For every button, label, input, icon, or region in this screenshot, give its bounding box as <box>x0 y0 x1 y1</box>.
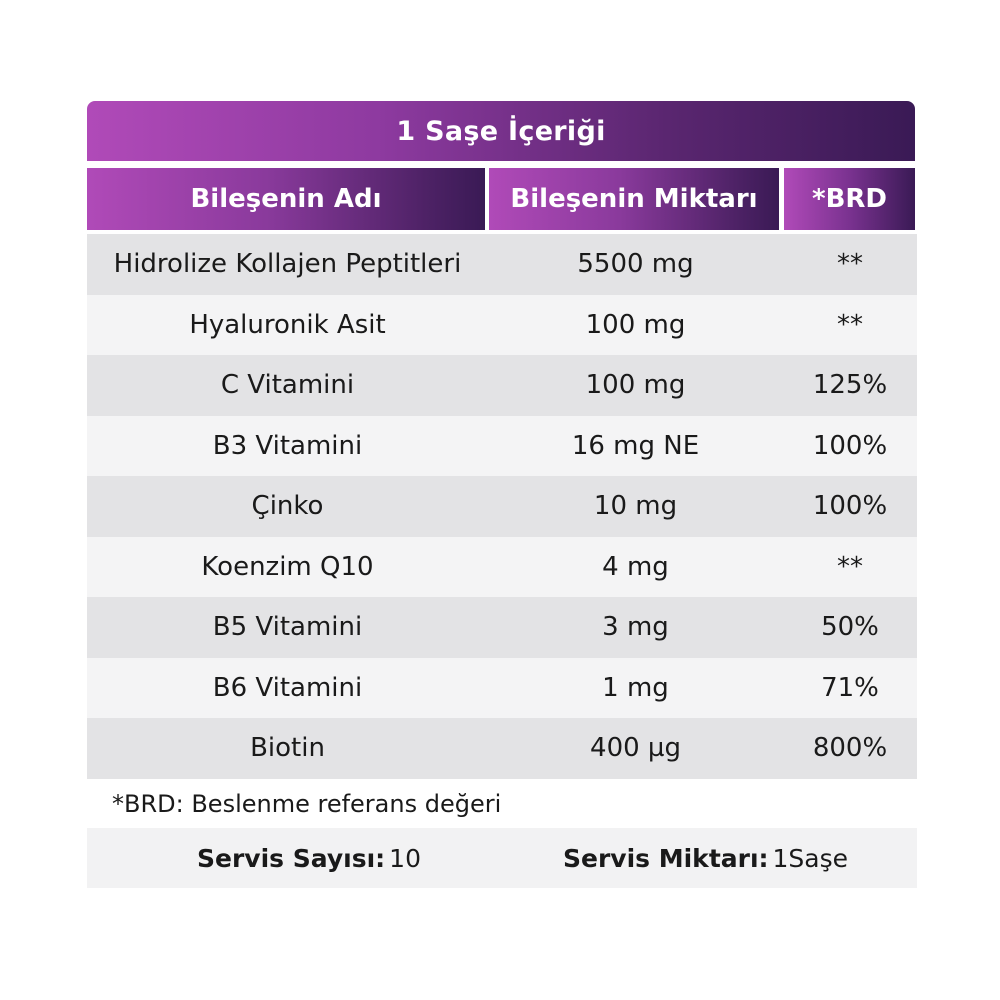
table-row <box>87 234 917 295</box>
ingredient-brd: 100% <box>812 430 888 461</box>
ingredient-amount: 100 mg <box>585 370 686 401</box>
ingredient-amount: 4 mg <box>602 551 669 582</box>
column-header-name-text: Bileşenin Adı <box>190 184 382 214</box>
service-count-value: 10 <box>389 843 421 873</box>
column-header-brd-text: *BRD <box>811 184 888 214</box>
ingredient-name: C Vitamini <box>220 370 355 401</box>
ingredient-name: Çinko <box>251 491 324 522</box>
ingredients-table-body <box>87 234 917 779</box>
ingredient-name: Koenzim Q10 <box>201 551 374 582</box>
service-amount-value: 1Saşe <box>772 843 849 873</box>
ingredient-amount: 16 mg NE <box>571 430 700 461</box>
ingredient-name: Hidrolize Kollajen Peptitleri <box>113 249 462 280</box>
ingredient-amount: 10 mg <box>593 491 678 522</box>
table-row <box>87 355 917 416</box>
service-count-label: Servis Sayısı: <box>197 843 386 873</box>
table-row <box>87 658 917 719</box>
ingredient-brd: 100% <box>812 491 888 522</box>
ingredient-amount: 5500 mg <box>577 249 694 280</box>
table-row <box>87 718 917 779</box>
service-amount <box>563 828 848 888</box>
table-row <box>87 416 917 477</box>
column-header-brd <box>784 168 915 230</box>
ingredient-brd: 800% <box>812 733 888 764</box>
column-header-name <box>87 168 485 230</box>
column-header-amount <box>489 168 779 230</box>
table-row <box>87 295 917 356</box>
brd-footnote: *BRD: Beslenme referans değeri <box>112 790 502 818</box>
ingredient-brd: 125% <box>812 370 888 401</box>
ingredient-amount: 1 mg <box>602 672 669 703</box>
ingredient-brd: ** <box>837 249 863 280</box>
column-header-amount-text: Bileşenin Miktarı <box>510 184 758 214</box>
ingredient-name: B5 Vitamini <box>212 612 363 643</box>
ingredient-name: Biotin <box>250 733 325 764</box>
table-row <box>87 537 917 598</box>
table-row <box>87 476 917 537</box>
ingredient-brd: ** <box>837 551 863 582</box>
ingredient-brd: 50% <box>821 612 879 643</box>
ingredient-name: Hyaluronik Asit <box>189 309 386 340</box>
ingredient-brd: 71% <box>821 672 879 703</box>
ingredient-brd: ** <box>837 309 863 340</box>
service-info-bar <box>87 828 917 888</box>
ingredient-amount: 100 mg <box>585 309 686 340</box>
service-count <box>197 828 421 888</box>
table-title <box>87 101 915 161</box>
ingredient-amount: 400 µg <box>590 733 681 764</box>
service-amount-label: Servis Miktarı: <box>563 843 769 873</box>
table-row <box>87 597 917 658</box>
ingredient-amount: 3 mg <box>602 612 669 643</box>
ingredient-name: B6 Vitamini <box>212 672 363 703</box>
ingredient-name: B3 Vitamini <box>212 430 363 461</box>
table-title-text: 1 Saşe İçeriği <box>396 115 606 147</box>
